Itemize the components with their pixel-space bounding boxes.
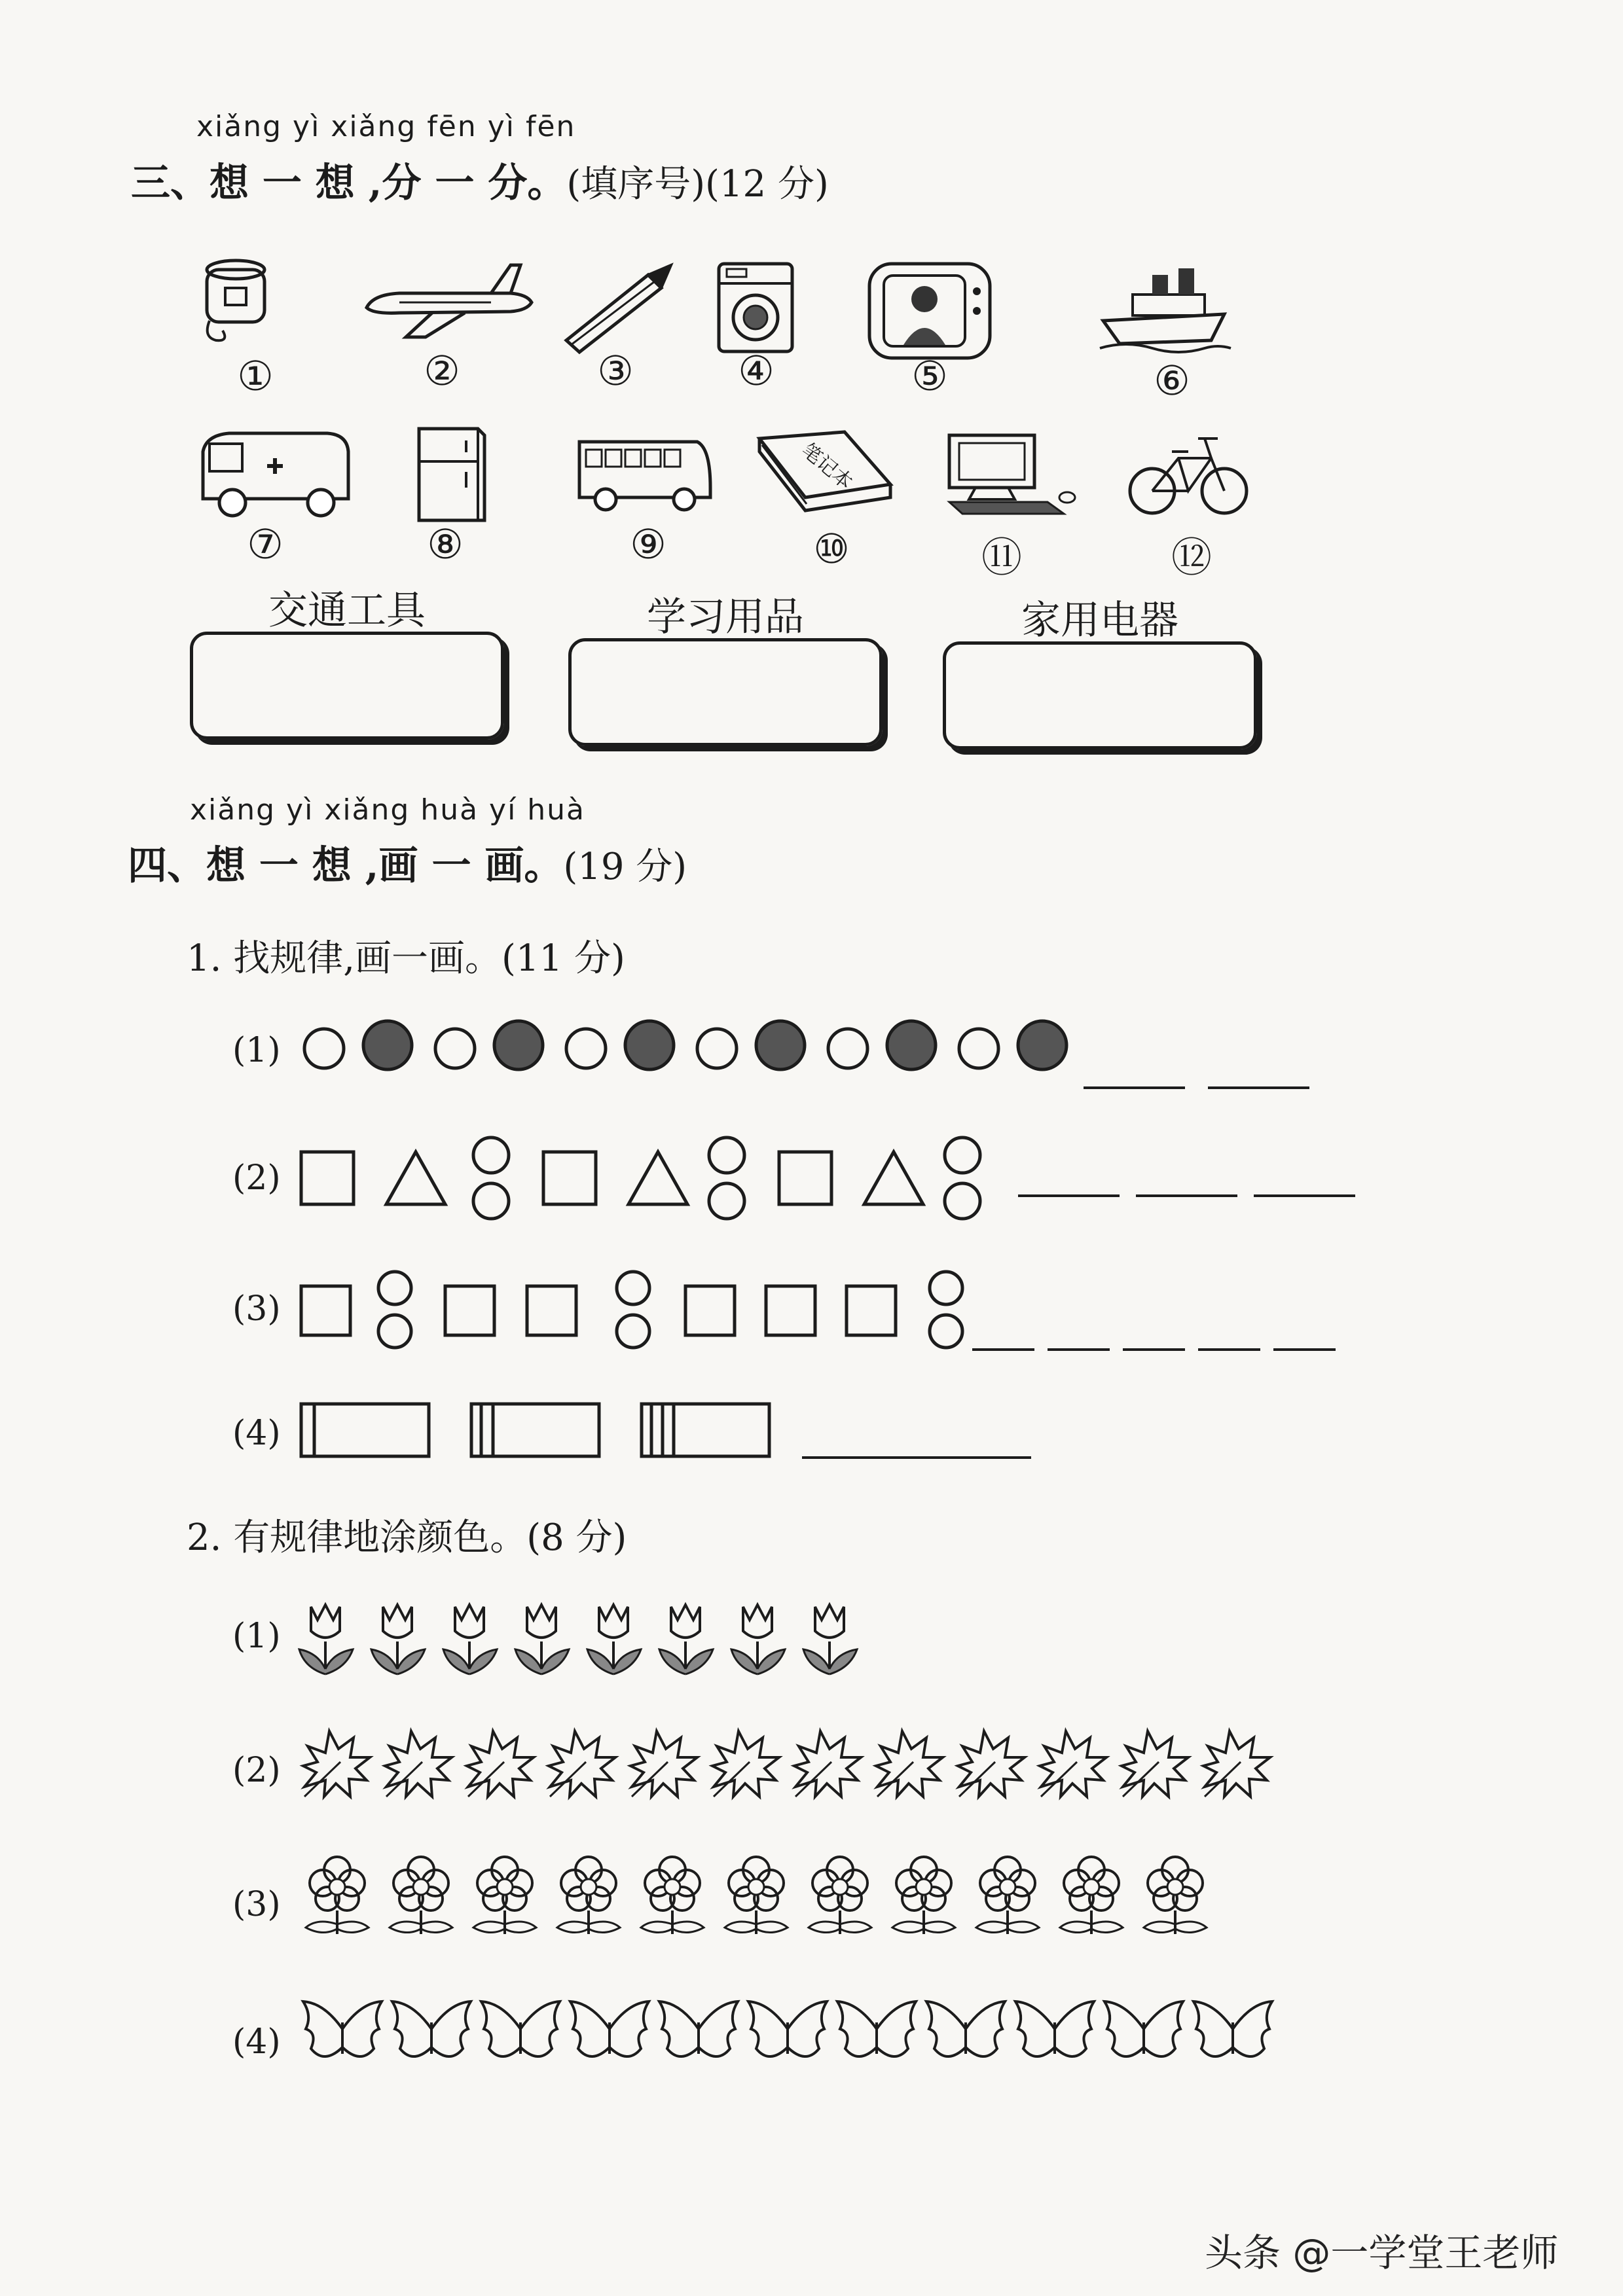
bus-icon — [576, 429, 714, 514]
butterfly-icon[interactable] — [659, 2001, 738, 2056]
square — [301, 1152, 354, 1204]
square — [779, 1152, 831, 1204]
butterfly-icon[interactable] — [303, 2001, 382, 2056]
item-number: ① — [237, 352, 274, 400]
notebook-cover-text: 笔记本 — [797, 439, 857, 495]
tulip-icon[interactable] — [803, 1605, 857, 1674]
butterfly-icon[interactable] — [1194, 2001, 1272, 2056]
maple-leaf-row — [298, 1721, 1293, 1806]
item-number: ⑩ — [813, 525, 850, 573]
item-number: ④ — [738, 347, 775, 395]
double-circle — [945, 1138, 980, 1219]
section3-pinyin: xiǎng yì xiǎng fēn yì fēn — [196, 110, 576, 143]
item-number: ⑫ — [1171, 533, 1212, 581]
maple-leaf-icon[interactable] — [794, 1731, 861, 1797]
flower-row — [298, 1856, 1241, 1941]
washing-machine-icon — [714, 259, 799, 357]
maple-leaf-icon[interactable] — [1040, 1731, 1106, 1797]
white-circle — [959, 1029, 998, 1068]
dark-circle — [625, 1021, 674, 1069]
row-label: (1) — [232, 1617, 281, 1656]
square — [445, 1286, 494, 1335]
pattern-row-4 — [298, 1397, 789, 1469]
category-stationery: 学习用品 — [647, 594, 804, 640]
tulip-icon[interactable] — [515, 1605, 569, 1674]
butterfly-icon[interactable] — [1104, 2001, 1183, 2056]
pattern-row-2 — [298, 1132, 992, 1224]
q1-title: 1. 找规律,画一画。(11 分) — [187, 937, 625, 980]
section4-pinyin: xiǎng yì xiǎng huà yí huà — [190, 793, 586, 827]
answer-blank[interactable] — [972, 1348, 1034, 1351]
white-circle — [828, 1029, 867, 1068]
maple-leaf-icon[interactable] — [1203, 1731, 1270, 1797]
row-label: (4) — [232, 1414, 281, 1453]
butterfly-icon[interactable] — [837, 2001, 916, 2056]
butterfly-icon[interactable] — [1015, 2001, 1094, 2056]
ambulance-icon — [196, 425, 354, 524]
white-circle — [697, 1029, 737, 1068]
butterfly-icon[interactable] — [570, 2001, 649, 2056]
airplane-icon — [360, 262, 537, 340]
rect-1-line — [301, 1404, 429, 1456]
tulip-row — [298, 1597, 861, 1682]
answer-box-transport[interactable] — [190, 632, 504, 740]
pattern-row-1 — [298, 1016, 1084, 1081]
answer-blank[interactable] — [1084, 1086, 1185, 1089]
section3-heading — [131, 152, 829, 208]
answer-box-stationery[interactable] — [568, 638, 883, 746]
flower-icon[interactable] — [725, 1857, 788, 1934]
item-number: ⑪ — [981, 533, 1022, 581]
dark-circle — [494, 1021, 543, 1069]
watermark: 头条 @一学堂王老师 — [1205, 2231, 1559, 2275]
butterfly-icon[interactable] — [481, 2001, 560, 2056]
refrigerator-icon — [412, 422, 491, 527]
category-appliances: 家用电器 — [1021, 598, 1178, 643]
flower-icon[interactable] — [473, 1857, 536, 1934]
dark-circle — [363, 1021, 412, 1069]
square — [685, 1286, 735, 1335]
square — [527, 1286, 576, 1335]
flower-icon[interactable] — [892, 1857, 955, 1934]
answer-blank[interactable] — [1198, 1348, 1260, 1351]
rice-cooker-icon — [196, 255, 268, 347]
tulip-icon[interactable] — [443, 1605, 497, 1674]
answer-blank[interactable] — [1048, 1348, 1110, 1351]
row-label: (1) — [232, 1031, 281, 1070]
row-label: (2) — [232, 1751, 281, 1790]
tulip-icon[interactable] — [299, 1605, 353, 1674]
television-icon — [864, 259, 995, 363]
maple-leaf-icon[interactable] — [630, 1731, 697, 1797]
answer-blank[interactable] — [1018, 1194, 1120, 1197]
q2-title: 2. 有规律地涂颜色。(8 分) — [187, 1516, 627, 1559]
rect-3-lines — [642, 1404, 769, 1456]
square — [301, 1286, 350, 1335]
maple-leaf-icon[interactable] — [712, 1731, 779, 1797]
maple-leaf-icon[interactable] — [958, 1731, 1025, 1797]
item-number: ⑥ — [1154, 357, 1190, 404]
item-number: ③ — [597, 347, 634, 395]
row-label: (3) — [232, 1885, 281, 1924]
double-circle — [709, 1138, 744, 1219]
row-label: (3) — [232, 1289, 281, 1329]
maple-leaf-icon[interactable] — [303, 1731, 370, 1797]
flower-icon[interactable] — [1144, 1857, 1207, 1934]
butterfly-icon[interactable] — [748, 2001, 827, 2056]
double-circle — [473, 1138, 509, 1219]
dark-circle — [1018, 1021, 1067, 1069]
rect-2-lines — [471, 1404, 599, 1456]
pattern-row-3 — [298, 1263, 972, 1355]
row-label: (4) — [232, 2022, 281, 2062]
maple-leaf-icon[interactable] — [467, 1731, 534, 1797]
item-number: ② — [424, 347, 460, 395]
flower-icon[interactable] — [641, 1857, 704, 1934]
flower-icon[interactable] — [306, 1857, 369, 1934]
flower-icon[interactable] — [1060, 1857, 1123, 1934]
maple-leaf-icon[interactable] — [876, 1731, 943, 1797]
item-number: ⑦ — [247, 520, 283, 568]
item-number: ⑧ — [427, 520, 464, 568]
answer-blank[interactable] — [1273, 1348, 1336, 1351]
tulip-icon[interactable] — [587, 1605, 641, 1674]
white-circle — [566, 1029, 606, 1068]
answer-blank[interactable] — [1254, 1194, 1355, 1197]
triangle — [864, 1152, 923, 1204]
white-circle — [304, 1029, 344, 1068]
answer-box-appliances[interactable] — [943, 641, 1257, 749]
section4-heading — [128, 834, 687, 891]
tulip-icon[interactable] — [731, 1605, 785, 1674]
ship-icon — [1100, 262, 1231, 353]
square — [766, 1286, 815, 1335]
butterfly-icon[interactable] — [926, 2001, 1005, 2056]
flower-icon[interactable] — [809, 1857, 871, 1934]
maple-leaf-icon[interactable] — [549, 1731, 615, 1797]
notebook-icon — [753, 425, 897, 517]
answer-blank[interactable] — [802, 1456, 1031, 1459]
triangle — [629, 1152, 687, 1204]
dark-circle — [756, 1021, 805, 1069]
double-circle — [378, 1272, 411, 1348]
bicycle-icon — [1126, 425, 1250, 524]
butterfly-icon[interactable] — [392, 2001, 471, 2056]
flower-icon[interactable] — [390, 1857, 452, 1934]
tulip-icon[interactable] — [371, 1605, 425, 1674]
answer-blank[interactable] — [1123, 1348, 1185, 1351]
answer-blank[interactable] — [1208, 1086, 1309, 1089]
item-number: ⑤ — [911, 352, 948, 400]
maple-leaf-icon[interactable] — [385, 1731, 452, 1797]
triangle — [386, 1152, 445, 1204]
double-circle — [617, 1272, 649, 1348]
pencil-icon — [556, 262, 674, 353]
square — [847, 1286, 896, 1335]
section3-heading-text: 三、想 一 想 ,分 一 分。 — [131, 160, 567, 206]
answer-blank[interactable] — [1136, 1194, 1237, 1197]
butterfly-row — [298, 1996, 1293, 2075]
flower-icon[interactable] — [976, 1857, 1039, 1934]
item-number: ⑨ — [630, 520, 666, 568]
double-circle — [930, 1272, 962, 1348]
dark-circle — [887, 1021, 936, 1069]
tulip-icon[interactable] — [659, 1605, 713, 1674]
flower-icon[interactable] — [557, 1857, 620, 1934]
category-transport: 交通工具 — [268, 588, 426, 634]
section4-note: (19 分) — [563, 846, 687, 888]
maple-leaf-icon[interactable] — [1122, 1731, 1188, 1797]
section4-heading-text: 四、想 一 想 ,画 一 画。 — [128, 843, 564, 889]
section3-note: (填序号)(12 分) — [566, 163, 829, 206]
square — [543, 1152, 596, 1204]
white-circle — [435, 1029, 475, 1068]
row-label: (2) — [232, 1158, 281, 1198]
computer-icon — [936, 429, 1080, 520]
